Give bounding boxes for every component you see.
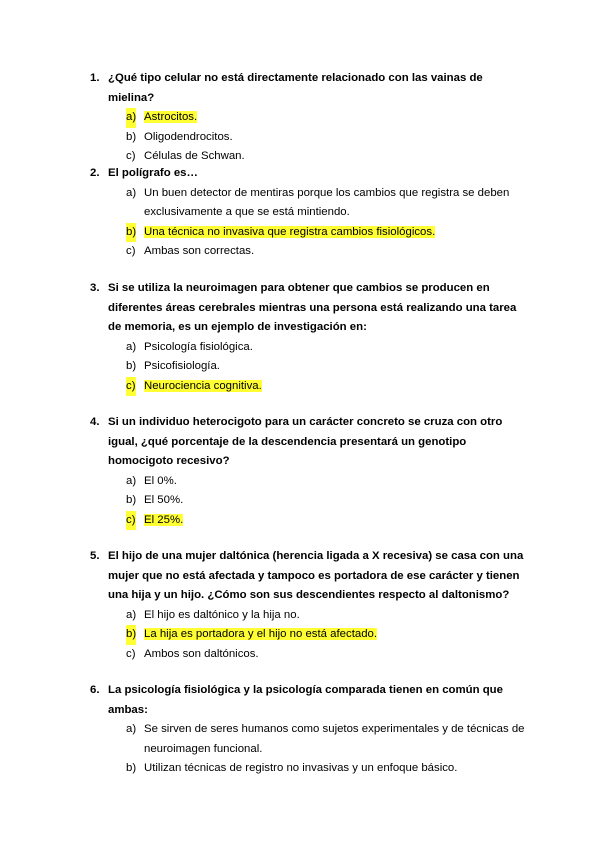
option-5a-text: El hijo es daltónico y la hija no.: [144, 608, 300, 621]
question-4-number: 4.: [90, 416, 100, 428]
question-3-number: 3.: [90, 282, 100, 294]
option-3c-text: Neurociencia cognitiva.: [144, 379, 262, 392]
question-4-options: [90, 472, 530, 531]
option-2b: [90, 223, 530, 243]
option-4c-text: El 25%.: [144, 513, 184, 526]
option-5a-letter: a): [126, 608, 137, 621]
option-2a: [90, 184, 530, 223]
option-4b-letter: b): [126, 494, 137, 506]
option-2b-letter: b): [126, 223, 136, 243]
question-3-stem: Si se utiliza la neuroimagen para obtener que cambios se producen en diferentes áreas cerebrales mientras una persona está realizando una tarea de memoria, es un ejemplo de investigación en:: [108, 282, 517, 333]
option-2a-text: Un buen detector de mentiras porque los cambios que registra se deben exclusivamente a que se está mintiendo.: [144, 186, 510, 218]
question-6-number: 6.: [90, 684, 100, 696]
question-4: [90, 413, 530, 530]
option-6a-letter: a): [126, 723, 137, 735]
option-4c: [90, 511, 530, 531]
option-5c: [90, 645, 530, 665]
question-6-text: [90, 681, 530, 720]
question-4-stem: Si un individuo heterocigoto para un carácter concreto se cruza con otro igual, ¿qué porcentaje de la descendencia presentará un genotipo homocigoto recesivo?: [108, 416, 503, 467]
option-1c-letter: c): [126, 150, 136, 162]
option-3b: [90, 357, 530, 377]
option-2c: [90, 242, 530, 262]
option-4b-text: El 50%.: [144, 494, 184, 506]
question-1: [90, 69, 530, 167]
question-2: [90, 164, 530, 262]
option-6b: [90, 759, 530, 779]
option-6b-letter: b): [126, 762, 137, 774]
option-3a-letter: a): [126, 340, 137, 353]
question-1-options: [90, 108, 530, 167]
question-3: [90, 279, 530, 396]
option-6b-text: Utilizan técnicas de registro no invasivas y un enfoque básico.: [144, 762, 458, 774]
option-4a-letter: a): [126, 474, 137, 487]
question-1-stem: ¿Qué tipo celular no está directamente relacionado con las vainas de mielina?: [108, 72, 483, 104]
question-6-options: [90, 720, 530, 779]
question-6-stem: La psicología fisiológica y la psicología comparada tienen en común que ambas:: [108, 684, 503, 716]
question-5-stem: El hijo de una mujer daltónica (herencia ligada a X recesiva) se casa con una mujer que no está afectada y tampoco es portadora de ese carácter y tienen una hija y un hijo. ¿Cómo son sus descendientes respecto al daltonismo?: [108, 550, 524, 601]
question-2-options: [90, 184, 530, 262]
question-5-options: [90, 606, 530, 665]
option-3a: [90, 338, 530, 358]
option-5b-text: La hija es portadora y el hijo no está afectado.: [144, 628, 378, 640]
option-1b-letter: b): [126, 130, 137, 143]
option-4a: [90, 472, 530, 492]
option-2c-letter: c): [126, 245, 136, 257]
option-2b-text: Una técnica no invasiva que registra cambios fisiológicos.: [144, 225, 436, 238]
option-6a-text: Se sirven de seres humanos como sujetos experimentales y de técnicas de neuroimagen funcional.: [144, 723, 525, 755]
option-4b: [90, 491, 530, 511]
question-2-text: [90, 164, 530, 184]
option-1c-text: Células de Schwan.: [144, 150, 245, 162]
option-6a: [90, 720, 530, 759]
option-1a-letter: a): [126, 108, 136, 128]
option-3c: [90, 377, 530, 397]
option-5a: [90, 606, 530, 626]
question-3-text: [90, 279, 530, 338]
question-4-text: [90, 413, 530, 472]
option-3b-letter: b): [126, 360, 137, 372]
question-1-number: 1.: [90, 72, 100, 84]
option-5b: [90, 625, 530, 645]
question-5: [90, 547, 530, 664]
question-5-number: 5.: [90, 550, 100, 562]
question-6: [90, 681, 530, 779]
question-1-text: [90, 69, 530, 108]
question-3-options: [90, 338, 530, 397]
option-3a-text: Psicología fisiológica.: [144, 340, 253, 353]
option-5b-letter: b): [126, 625, 136, 645]
question-2-stem: El polígrafo es…: [108, 167, 198, 179]
option-4c-letter: c): [126, 511, 136, 531]
option-1a-text: Astrocitos.: [144, 111, 198, 123]
question-5-text: [90, 547, 530, 606]
option-1a: [90, 108, 530, 128]
option-1b-text: Oligodendrocitos.: [144, 130, 233, 143]
option-5c-letter: c): [126, 647, 136, 660]
option-5c-text: Ambos son daltónicos.: [144, 647, 259, 660]
option-4a-text: El 0%.: [144, 474, 177, 487]
option-3c-letter: c): [126, 377, 136, 397]
question-2-number: 2.: [90, 167, 100, 179]
option-3b-text: Psicofisiología.: [144, 360, 220, 372]
option-2c-text: Ambas son correctas.: [144, 245, 255, 257]
option-1b: [90, 128, 530, 148]
option-2a-letter: a): [126, 186, 137, 199]
